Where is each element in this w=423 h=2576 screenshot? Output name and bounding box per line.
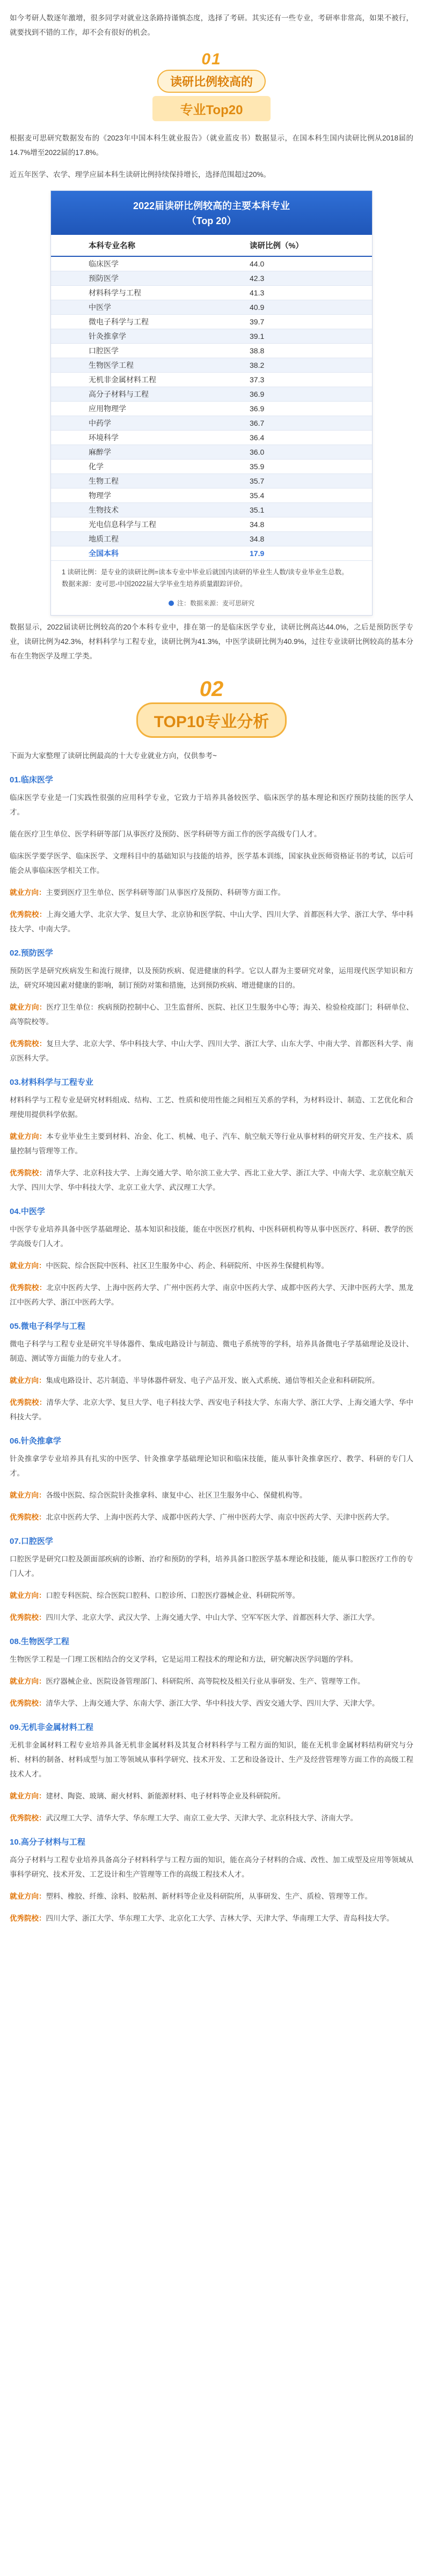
- table-row: [51, 271, 372, 285]
- major-job-paragraph: [10, 1000, 413, 1029]
- total-name-cell: 全国本科: [51, 546, 228, 560]
- major-description: 预防医学是研究疾病发生和流行规律，以及预防疾病、促进健康的科学。它以人群为主要研究对象，运用现代医学知识和方法，研究环境因素对健康的影响，制订预防对策和措施，达到预防疾病、增进健康的目的。: [10, 966, 413, 989]
- school-label: 优秀院校：: [10, 1283, 47, 1292]
- job-label: 就业方向：: [10, 1677, 46, 1685]
- major-name-cell: 环境科学: [51, 430, 228, 445]
- table-row: [51, 358, 372, 372]
- major-title: 04.中医学: [10, 1206, 45, 1216]
- job-text: 本专业毕业生主要到材料、冶金、化工、机械、电子、汽车、航空航天等行业从事材料的研究开发、生产技术、质量控制与管理等工作。: [10, 1132, 414, 1155]
- major-description: 针灸推拿学专业培养具有扎实的中医学、针灸推拿学基础理论知识和临床技能，能从事针灸推拿医疗、教学、科研的专门人才。: [10, 1454, 413, 1477]
- major-school-paragraph: [10, 1911, 413, 1926]
- job-text: 医疗卫生单位：疾病预防控制中心、卫生监督所、医院、社区卫生服务中心等；海关、检验检疫部门；科研单位、高等院校等。: [10, 1003, 414, 1026]
- table-note-definition: 1 读研比例：是专业的读研比例=读本专业中毕业后就国内读研的毕业生人数/读专业毕业生总数。: [62, 568, 348, 576]
- ratio-cell: 35.7: [228, 473, 372, 488]
- major-school-paragraph: [10, 1510, 413, 1524]
- ratio-cell: 38.2: [228, 358, 372, 372]
- major-title: 09.无机非金属材料工程: [10, 1722, 93, 1732]
- table-row: [51, 416, 372, 430]
- major-name-cell: 无机非金属材料工程: [51, 372, 228, 387]
- school-label: 优秀院校：: [10, 1039, 47, 1048]
- job-text: 塑料、橡胶、纤维、涂料、胶粘剂、新材料等企业及科研院所，从事研发、生产、质检、管理等工作。: [46, 1892, 372, 1900]
- job-label: 就业方向：: [10, 1491, 46, 1499]
- column-header-ratio: 读研比例（%）: [228, 235, 372, 256]
- major-school-paragraph: [10, 1696, 413, 1711]
- ranking-table-card: [50, 190, 373, 616]
- major-school-paragraph: [10, 1395, 413, 1424]
- section-heading-1: [10, 50, 413, 121]
- major-name-cell: 中医学: [51, 300, 228, 314]
- major-section: [10, 1721, 413, 1825]
- ratio-cell: 41.3: [228, 285, 372, 300]
- ratio-cell: 35.9: [228, 459, 372, 473]
- major-name-cell: 生物技术: [51, 502, 228, 517]
- major-description: 生物医学工程是一门理工医相结合的交叉学科，它是运用工程技术的理论和方法，研究解决医学问题的学科。: [10, 1655, 358, 1663]
- major-school-paragraph: [10, 1166, 413, 1195]
- ratio-cell: 38.8: [228, 343, 372, 358]
- section-number: 02: [199, 677, 224, 701]
- table-row: [51, 256, 372, 271]
- table-note-source: 数据来源：麦可思-中国2022届大学毕业生培养质量跟踪评价。: [62, 580, 247, 588]
- table-row: [51, 387, 372, 401]
- table-row: [51, 314, 372, 329]
- ratio-cell: 36.9: [228, 401, 372, 416]
- table-source-text: 注：数据来源：麦可思研究: [177, 599, 254, 607]
- school-label: 优秀院校：: [10, 1613, 46, 1622]
- paragraph-lead: 下面为大家整理了读研比例最高的十大专业就业方向，仅供参考~: [10, 751, 217, 760]
- paragraph-report: 根据麦可思研究数据发布的《2023年中国本科生就业报告》（就业蓝皮书）数据显示，在国本科生国内读研比例从2018届的14.7%增至2022届的17.8%。: [10, 134, 413, 157]
- major-title: 03.材料科学与工程专业: [10, 1077, 93, 1087]
- major-name-cell: 地质工程: [51, 531, 228, 546]
- major-school-paragraph: [10, 1811, 413, 1825]
- major-description: 临床医学要学医学、临床医学、文理科目中的基础知识与技能的培养，医学基本训练，国家执业医师资格证书的考试，以后可能会从事临床医学相关工作。: [10, 852, 413, 875]
- table-header-row: [51, 235, 372, 256]
- section-number: 01: [201, 50, 222, 68]
- table-row: [51, 488, 372, 502]
- section-heading-2: [10, 677, 413, 738]
- ranking-table-title: [51, 191, 372, 235]
- table-row: [51, 300, 372, 314]
- job-text: 医疗器械企业、医院设备管理部门、科研院所、高等院校及相关行业从事研发、生产、管理等工作。: [46, 1677, 365, 1685]
- major-description: 中医学专业培养具备中医学基础理论、基本知识和技能，能在中医医疗机构、中医科研机构等从事中医医疗、科研、教学的医学高级专门人才。: [10, 1225, 413, 1248]
- major-title: 08.生物医学工程: [10, 1637, 69, 1646]
- major-description: 口腔医学是研究口腔及颌面部疾病的诊断、治疗和预防的学科，培养具备口腔医学基本理论和技能，能从事口腔医疗工作的专门人才。: [10, 1555, 413, 1578]
- job-label: 就业方向：: [10, 1591, 46, 1600]
- paragraph-trend: 近五年医学、农学、理学应届本科生读研比例持续保持增长，选择范围超过20%。: [10, 171, 271, 179]
- major-school-paragraph: [10, 1610, 413, 1625]
- table-row: [51, 372, 372, 387]
- table-total-row: [51, 546, 372, 560]
- ratio-cell: 44.0: [228, 256, 372, 271]
- job-text: 集成电路设计、芯片制造、半导体器件研发、电子产品开发、嵌入式系统、通信等相关企业和科研院所。: [46, 1376, 380, 1385]
- school-text: 清华大学、上海交通大学、东南大学、浙江大学、华中科技大学、西安交通大学、四川大学、天津大学。: [46, 1699, 380, 1707]
- ratio-cell: 34.8: [228, 517, 372, 531]
- table-row: [51, 531, 372, 546]
- ranking-table: [51, 235, 372, 561]
- ratio-cell: 40.9: [228, 300, 372, 314]
- major-job-paragraph: [10, 1373, 413, 1388]
- major-sections: [10, 774, 413, 1926]
- major-name-cell: 材料科学与工程: [51, 285, 228, 300]
- major-school-paragraph: [10, 1280, 413, 1309]
- table-row: [51, 517, 372, 531]
- school-text: 北京中医药大学、上海中医药大学、广州中医药大学、南京中医药大学、成都中医药大学、天津中医药大学、黑龙江中医药大学、浙江中医药大学。: [10, 1283, 414, 1306]
- school-label: 优秀院校：: [10, 1398, 47, 1407]
- major-title: 02.预防医学: [10, 948, 53, 958]
- school-label: 优秀院校：: [10, 1168, 47, 1177]
- ratio-cell: 39.7: [228, 314, 372, 329]
- ratio-cell: 35.4: [228, 488, 372, 502]
- major-job-paragraph: [10, 1488, 413, 1502]
- major-section: [10, 1205, 413, 1309]
- table-row: [51, 329, 372, 343]
- job-label: 就业方向：: [10, 1261, 46, 1270]
- ratio-cell: 39.1: [228, 329, 372, 343]
- school-label: 优秀院校：: [10, 1813, 46, 1822]
- major-name-cell: 物理学: [51, 488, 228, 502]
- school-text: 北京中医药大学、上海中医药大学、成都中医药大学、广州中医药大学、南京中医药大学、天津中医药大学。: [46, 1513, 394, 1521]
- major-job-paragraph: [10, 885, 413, 900]
- major-name-cell: 中药学: [51, 416, 228, 430]
- table-row: [51, 473, 372, 488]
- major-job-paragraph: [10, 1588, 413, 1603]
- major-school-paragraph: [10, 907, 413, 936]
- section-heading-title: TOP10专业分析: [136, 702, 287, 738]
- major-description: 无机非金属材料工程专业培养具备无机非金属材料及其复合材料科学与工程方面的知识，能在无机非金属材料结构研究与分析、材料的制备、材料成型与加工等领域从事科学研究、技术开发、工艺和设备设计、生产及经营管理等方面工作的高级工程技术人才。: [10, 1741, 413, 1778]
- table-row: [51, 502, 372, 517]
- school-text: 清华大学、北京科技大学、上海交通大学、哈尔滨工业大学、西北工业大学、浙江大学、中南大学、北京航空航天大学、四川大学、华中科技大学、北京工业大学、武汉理工大学。: [10, 1168, 414, 1191]
- major-job-paragraph: [10, 1674, 413, 1689]
- ratio-cell: 36.9: [228, 387, 372, 401]
- table-row: [51, 445, 372, 459]
- job-label: 就业方向：: [10, 1132, 47, 1141]
- major-name-cell: 化学: [51, 459, 228, 473]
- ranking-table-body: [51, 256, 372, 560]
- major-section: [10, 947, 413, 1065]
- major-name-cell: 预防医学: [51, 271, 228, 285]
- major-section: [10, 1635, 413, 1711]
- table-row: [51, 285, 372, 300]
- school-label: 优秀院校：: [10, 910, 47, 919]
- ranking-title-line1: 2022届读研比例较高的主要本科专业: [133, 201, 290, 211]
- major-name-cell: 临床医学: [51, 256, 228, 271]
- major-section: [10, 1320, 413, 1424]
- major-title: 01.临床医学: [10, 775, 53, 784]
- intro-paragraph: 如今考研人数逐年激增，很多同学对就业这条路持谨慎态度，选择了考研。其实还有一些专业，考研率非常高，如果不被行，就要找到不错的工作，却不会有很好的机会。: [10, 14, 413, 36]
- ratio-cell: 34.8: [228, 531, 372, 546]
- major-job-paragraph: [10, 1889, 413, 1904]
- major-name-cell: 微电子科学与工程: [51, 314, 228, 329]
- major-school-paragraph: [10, 1037, 413, 1065]
- section-heading-line2: 专业Top20: [152, 96, 271, 121]
- major-job-paragraph: [10, 1129, 413, 1158]
- major-name-cell: 生物医学工程: [51, 358, 228, 372]
- major-title: 07.口腔医学: [10, 1536, 53, 1546]
- major-section: [10, 774, 413, 936]
- school-label: 优秀院校：: [10, 1699, 46, 1707]
- table-row: [51, 459, 372, 473]
- ratio-cell: 36.0: [228, 445, 372, 459]
- major-job-paragraph: [10, 1789, 413, 1803]
- table-source: [51, 596, 372, 615]
- major-description: 高分子材料与工程专业培养具备高分子材料科学与工程方面的知识，能在高分子材料的合成、改性、加工成型及应用等领域从事科学研究、技术开发、工艺设计和生产管理等工作的高级工程技术人才。: [10, 1855, 413, 1878]
- ratio-cell: 35.1: [228, 502, 372, 517]
- job-label: 就业方向：: [10, 1892, 46, 1900]
- major-job-paragraph: [10, 1259, 413, 1273]
- school-text: 四川大学、北京大学、武汉大学、上海交通大学、中山大学、空军军医大学、首都医科大学、浙江大学。: [46, 1613, 380, 1622]
- school-text: 清华大学、北京大学、复旦大学、电子科技大学、西安电子科技大学、东南大学、浙江大学、上海交通大学、华中科技大学。: [10, 1398, 414, 1421]
- school-text: 复旦大学、北京大学、华中科技大学、中山大学、四川大学、浙江大学、山东大学、中南大学、首都医科大学、南京医科大学。: [10, 1039, 414, 1062]
- section-heading-line1: 读研比例较高的: [157, 70, 266, 93]
- major-title: 05.微电子科学与工程: [10, 1321, 85, 1331]
- major-name-cell: 应用物理学: [51, 401, 228, 416]
- major-section: [10, 1535, 413, 1625]
- source-dot-icon: [169, 601, 174, 606]
- job-text: 口腔专科医院、综合医院口腔科、口腔诊所、口腔医疗器械企业、科研院所等。: [46, 1591, 300, 1600]
- table-notes: [51, 561, 372, 596]
- school-text: 上海交通大学、北京大学、复旦大学、北京协和医学院、中山大学、四川大学、首都医科大学、浙江大学、华中科技大学、中南大学。: [10, 910, 414, 933]
- job-text: 各级中医院、综合医院针灸推拿科、康复中心、社区卫生服务中心、保健机构等。: [46, 1491, 307, 1499]
- table-row: [51, 430, 372, 445]
- major-section: [10, 1076, 413, 1195]
- job-label: 就业方向：: [10, 1792, 46, 1800]
- ratio-cell: 36.4: [228, 430, 372, 445]
- job-label: 就业方向：: [10, 1376, 46, 1385]
- major-section: [10, 1435, 413, 1524]
- ratio-cell: 36.7: [228, 416, 372, 430]
- major-title: 06.针灸推拿学: [10, 1436, 61, 1446]
- job-text: 主要到医疗卫生单位、医学科研等部门从事医疗及预防、科研等方面工作。: [46, 888, 285, 897]
- column-header-major: 本科专业名称: [51, 235, 228, 256]
- ratio-cell: 37.3: [228, 372, 372, 387]
- job-text: 中医院、综合医院中医科、社区卫生服务中心、药企、科研院所、中医养生保健机构等。: [46, 1261, 329, 1270]
- job-label: 就业方向：: [10, 1003, 47, 1011]
- major-name-cell: 光电信息科学与工程: [51, 517, 228, 531]
- major-name-cell: 高分子材料与工程: [51, 387, 228, 401]
- table-row: [51, 343, 372, 358]
- ranking-title-line2: （Top 20）: [186, 216, 237, 226]
- major-section: [10, 1836, 413, 1926]
- major-name-cell: 口腔医学: [51, 343, 228, 358]
- major-description: 能在医疗卫生单位、医学科研等部门从事医疗及预防、医学科研等方面工作的医学高级专门人才。: [10, 830, 322, 838]
- school-text: 四川大学、浙江大学、华东理工大学、北京化工大学、吉林大学、天津大学、华南理工大学、青岛科技大学。: [46, 1914, 394, 1922]
- school-label: 优秀院校：: [10, 1513, 46, 1521]
- major-name-cell: 生物工程: [51, 473, 228, 488]
- total-ratio-cell: 17.9: [228, 546, 372, 560]
- school-label: 优秀院校：: [10, 1914, 46, 1922]
- job-label: 就业方向：: [10, 888, 46, 897]
- major-title: 10.高分子材料与工程: [10, 1837, 85, 1847]
- paragraph-analysis: 数据显示，2022届读研比例较高的20个本科专业中，排在第一的是临床医学专业，读研比例高达44.0%，之后是预防医学专业，读研比例为42.3%，材料科学与工程专业，读研比例为41.3%，中医学读研比例为40.9%，过往专业读研比例较高的基本分布在生物医学及理工学类。: [10, 623, 413, 660]
- school-text: 武汉理工大学、清华大学、华东理工大学、南京工业大学、天津大学、北京科技大学、济南大学。: [46, 1813, 358, 1822]
- major-name-cell: 麻醉学: [51, 445, 228, 459]
- ratio-cell: 42.3: [228, 271, 372, 285]
- job-text: 建材、陶瓷、玻璃、耐火材料、新能源材料、电子材料等企业及科研院所。: [46, 1792, 285, 1800]
- major-description: 材料科学与工程专业是研究材料组成、结构、工艺、性质和使用性能之间相互关系的学科，为材料设计、制造、工艺优化和合理使用提供科学依据。: [10, 1095, 413, 1119]
- major-description: 临床医学专业是一门实践性很强的应用科学专业，它致力于培养具备较医学、临床医学的基本理论和医疗预防技能的医学人才。: [10, 793, 413, 816]
- major-description: 微电子科学与工程专业是研究半导体器件、集成电路设计与制造、微电子系统等的学科，培养具备微电子学基础理论及设计、制造、测试等方面能力的专业人才。: [10, 1339, 413, 1363]
- major-name-cell: 针灸推拿学: [51, 329, 228, 343]
- table-row: [51, 401, 372, 416]
